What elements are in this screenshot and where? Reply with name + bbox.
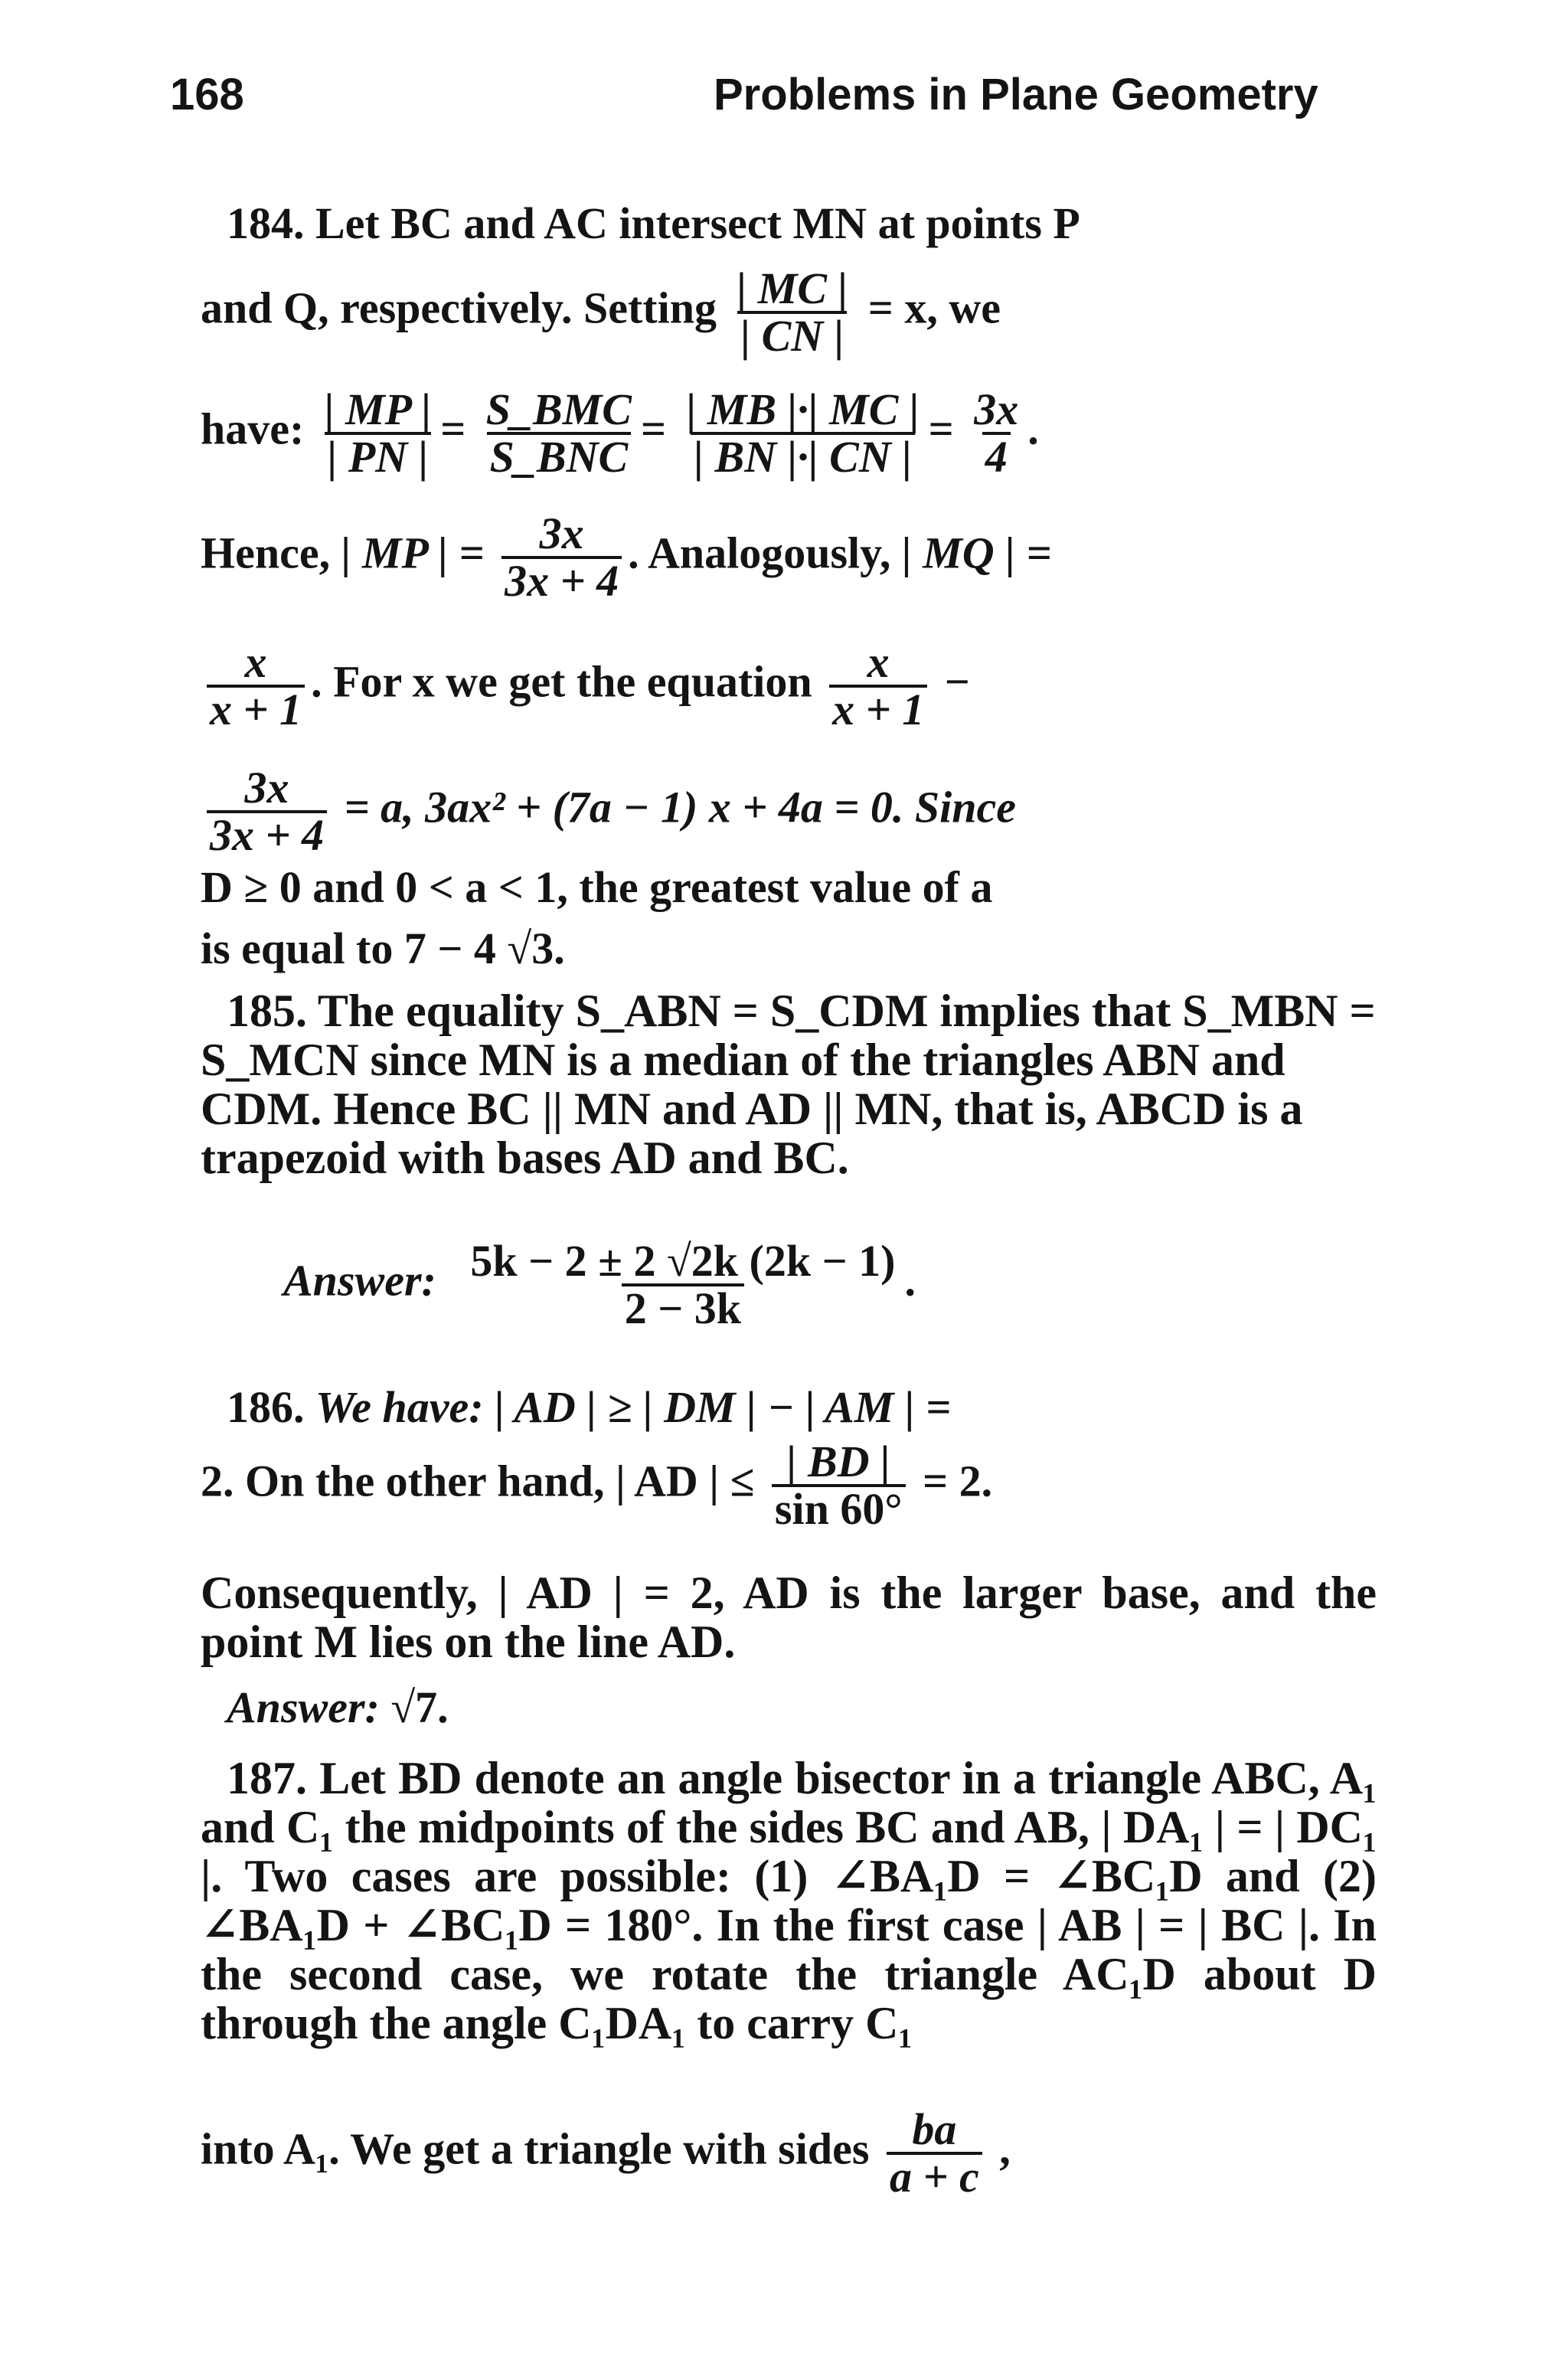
p187-paragraph: 187. Let BD denote an angle bisector in a triangle ABC, A₁ and C₁ the midpoints of the sides BC and AB, | DA₁ | = | DC₁ |. Two cases are possible: (1) ∠BA₁D = ∠BC₁D and (2) ∠BA₁D + ∠BC₁D = 180°. In the first case | AB | = | BC |. In the second case, we rotate the triangle AC₁D about D through the angle C₁DA₁ to carry C₁: [201, 1753, 1377, 2048]
p186-line-2: 2. On the other hand, | AD | ≤ $\frac{| BD |}{\sin 60^\circ}$ = 2.: [201, 1437, 993, 1534]
p186-answer: Answer: √7.: [227, 1682, 449, 1732]
p184-line-7: D ≥ 0 and 0 < a < 1, the greatest value of a: [201, 862, 993, 912]
p185-paragraph: 185. The equality S_ABN = S_CDM implies that S_MBN = S_MCN since MN is a median of the triangles ABN and CDM. Hence BC || MN and AD || MN, that is, ABCD is a trapezoid with bases AD and BC.: [201, 986, 1376, 1183]
page-number: 168: [170, 70, 244, 119]
p187-last-line: into A₁. We get a triangle with sides $\frac{ba}{a + c}$ ,: [201, 2104, 1011, 2202]
p186-paragraph: Consequently, | AD | = 2, AD is the larger base, and the point M lies on the line AD.: [201, 1568, 1377, 1667]
p184-line-8: is equal to 7 − 4 √3.: [201, 924, 565, 973]
p184-line-3: have: $\frac{| MP |}{| PN |}$ = $\frac{\text{S\_BMC}}{\text{S\_BNC}}$ = $\frac{| MB |\cdot| MC |}{| BN |\cdot| CN |}$ = $\frac{3x}{4}$ .: [201, 384, 1039, 482]
p184-line-4: Hence, | MP | = $\frac{3x}{3x + 4}$ . Analogously, | MQ | =: [201, 508, 1052, 606]
running-title: Problems in Plane Geometry: [714, 70, 1318, 119]
p184-line-2: and Q, respectively. Setting $\frac{| MC |}{| CN |}$ = x, we: [201, 263, 1001, 361]
fraction-mc-cn: $\frac{| MC |}{| CN |}$: [737, 263, 848, 361]
p184-line-6: $\frac{3x}{3x + 4}$ = a, 3ax² + (7a − 1) x + 4a = 0. Since: [201, 766, 1016, 858]
p186-line-1: 186. We have: | AD | ≥ | DM | − | AM | =: [227, 1382, 952, 1432]
p184-line-5: $\frac{x}{x + 1}$ . For x we get the equation $\frac{x}{x + 1}$ −: [201, 640, 970, 732]
p185-answer: Answer: $\frac{5k - 2 \pm 2 √2k (2k - 1)}{2 - 3k}$ .: [283, 1236, 916, 1333]
p184-line-1: 184. Let BC and AC intersect MN at points P: [227, 198, 1080, 248]
